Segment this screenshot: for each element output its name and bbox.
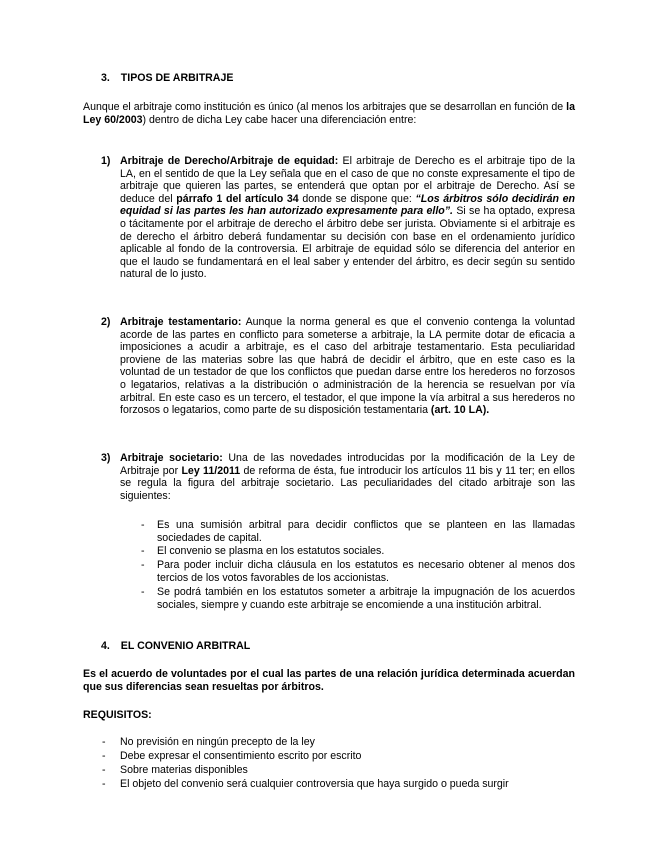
- law-reference: la Ley 60/2003: [83, 101, 575, 126]
- list-item: Debe expresar el consentimiento escrito por escrito: [120, 750, 362, 762]
- list-item: Para poder incluir dicha cláusula en los estatutos es necesario obtener al menos dos tercios de los votos favorables de los accionistas.: [157, 559, 575, 584]
- article-reference: (art. 10 LA).: [430, 404, 490, 417]
- section-3-heading: [101, 72, 233, 85]
- list-item: El objeto del convenio será cualquier controversia que haya surgido o pueda surgir: [120, 778, 509, 790]
- bullet-mark: -: [141, 519, 145, 531]
- bullet-mark: -: [102, 736, 106, 748]
- list-item: Se podrá también en los estatutos someter a arbitraje la impugnación de los acuerdos sociales, siempre y cuando este arbitraje se encomiende a una institución arbitral.: [157, 586, 575, 611]
- list-item: El convenio se plasma en los estatutos sociales.: [157, 545, 385, 557]
- requisitos-heading: REQUISITOS:: [83, 709, 152, 721]
- quote: “Los árbitros sólo decidirán en equidad si las partes les han autorizado expresamente para ello”.: [120, 192, 575, 218]
- bullet-mark: -: [141, 559, 145, 571]
- bullet-mark: -: [141, 545, 145, 557]
- intro-paragraph: Aunque el arbitraje como institución es único (al menos los arbitrajes que se desarrollan en función de la Ley 60/2003) dentro de dicha Ley cabe hacer una diferenciación entre:: [83, 101, 575, 126]
- bullet-mark: -: [102, 764, 106, 776]
- item-number: 1): [101, 155, 111, 167]
- section-number: 4.: [101, 640, 110, 652]
- item-title: Arbitraje de Derecho/Arbitraje de equidad:: [120, 155, 339, 167]
- list-item: No previsión en ningún precepto de la ley: [120, 736, 315, 748]
- item-title: Arbitraje testamentario:: [120, 316, 242, 328]
- item-title: Arbitraje societario:: [120, 452, 223, 464]
- item-arbitraje-societario: Arbitraje societario: Una de las novedades introducidas por la modificación de la Ley de Arbitraje por Ley 11/2011 de reforma de ésta, fue introducir los artículos 11 bis y 11 ter; en ellos se regula la figura del arbitraje societario. Las peculiaridades del citado arbitraje son las siguientes:: [120, 452, 575, 502]
- bullet-mark: -: [102, 750, 106, 762]
- bullet-mark: -: [102, 778, 106, 790]
- law-reference: Ley 11/2011: [181, 464, 241, 477]
- list-item: Sobre materias disponibles: [120, 764, 248, 776]
- item-number: 3): [101, 452, 111, 464]
- section-title: EL CONVENIO ARBITRAL: [120, 640, 251, 652]
- item-arbitraje-derecho: Arbitraje de Derecho/Arbitraje de equidad: El arbitraje de Derecho es el arbitraje tipo de la LA, en el sentido de que la Ley señala que en el caso de que no conste expresamente el tipo de arbitraje que quieren las partes, se entenderá que optan por el arbitraje de Derecho. Así se deduce del párrafo 1 del artículo 34 donde se dispone que: “Los árbitros sólo decidirán en equidad si las partes les han autorizado expresamente para ello”. Si se ha optado, expresa o tácitamente por el arbitraje de derecho el árbitro debe ser jurista. Obviamente si el arbitraje es de derecho el árbitro deberá fundamentar su decisión con base en el ordenamiento jurídico aplicable al fondo de la controversia. El arbitraje de equidad sólo se diferencia del anterior en que el laudo se fundamentará en el leal saber y entender del árbitro, es decir según su sentido natural de lo justo.: [120, 155, 575, 281]
- list-item: Es una sumisión arbitral para decidir conflictos que se planteen en las llamadas sociedades de capital.: [157, 519, 575, 544]
- definition-paragraph: Es el acuerdo de voluntades por el cual las partes de una relación jurídica determinada acuerdan que sus diferencias sean resueltas por árbitros.: [83, 668, 575, 693]
- item-arbitraje-testamentario: Arbitraje testamentario: Aunque la norma general es que el convenio contenga la voluntad acorde de las partes en conflicto para someterse a arbitraje, la LA permite dotar de eficacia a imposiciones a acudir a arbitraje, es el caso del arbitraje testamentario. Esta peculiaridad proviene de las materias sobre las que habrá de decidir el árbitro, que en este caso es la voluntad de un testador de que los conflictos que puedan darse entre los herederos no forzosos o legatarios, relativas a la distribución o administración de la herencia se resuelvan por vía arbitral. En este caso es un tercero, el testador, el que impone la vía arbitral a sus herederos no forzosos o legatarios, como parte de su disposición testamentaria (art. 10 LA).: [120, 316, 575, 417]
- section-number: 3.: [101, 72, 110, 84]
- section-title: TIPOS DE ARBITRAJE: [120, 72, 234, 84]
- bullet-mark: -: [141, 586, 145, 598]
- section-4-heading: [101, 640, 250, 653]
- article-reference: párrafo 1 del artículo 34: [176, 192, 299, 205]
- item-number: 2): [101, 316, 111, 328]
